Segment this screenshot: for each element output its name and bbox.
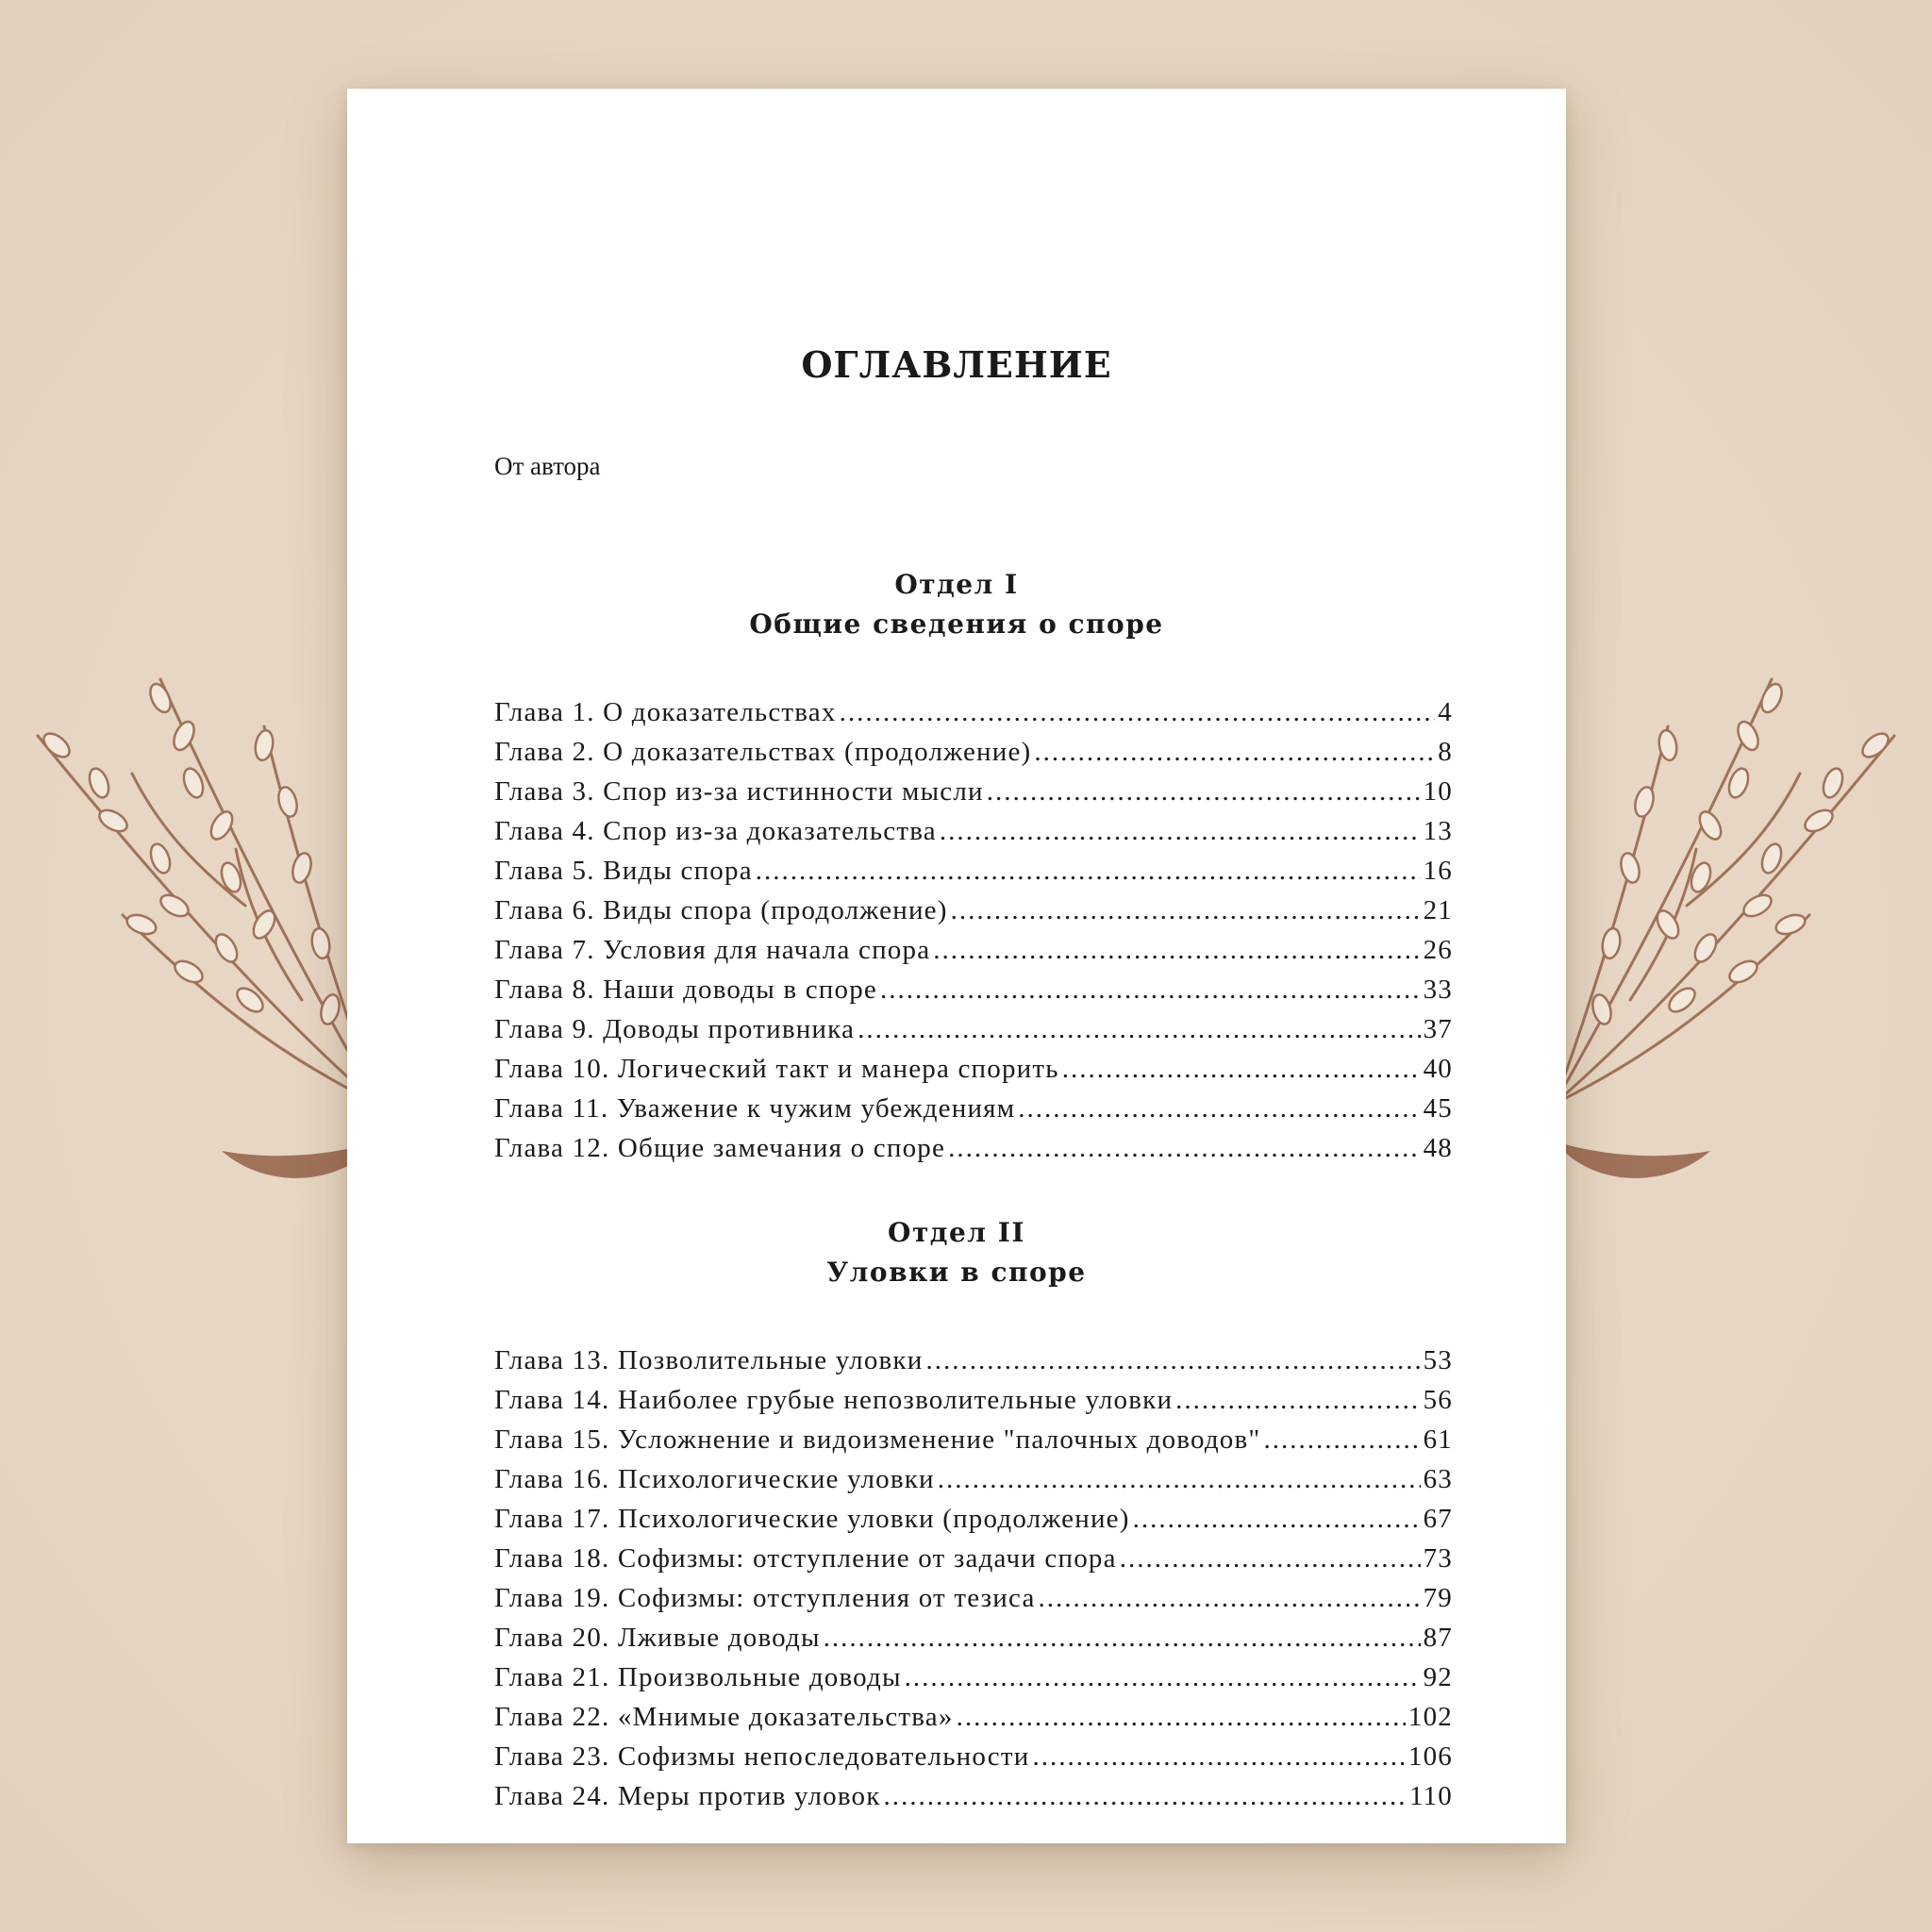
dot-leader <box>938 1459 1421 1499</box>
page-number: 63 <box>1423 1464 1453 1494</box>
dot-leader <box>905 1657 1421 1697</box>
dot-leader <box>925 1341 1420 1380</box>
chapter-title: Глава 7. Условия для начала спора <box>494 935 931 965</box>
dot-leader <box>933 930 1420 970</box>
dot-leader <box>957 1697 1406 1737</box>
page-number: 61 <box>1423 1424 1453 1455</box>
chapter-title: Глава 24. Меры против уловок <box>494 1781 881 1811</box>
page-title: ОГЛАВЛЕНИЕ <box>801 343 1112 386</box>
chapter-title: Глава 12. Общие замечания о споре <box>494 1133 946 1163</box>
page-number: 92 <box>1423 1662 1453 1692</box>
page-number: 37 <box>1423 1014 1453 1044</box>
dot-leader <box>1032 1737 1405 1776</box>
page-number: 56 <box>1423 1385 1453 1415</box>
chapter-title: Глава 10. Логический такт и манера спорить <box>494 1054 1059 1084</box>
chapter-title: Глава 16. Психологические уловки <box>494 1464 935 1494</box>
page-number: 106 <box>1407 1741 1453 1772</box>
chapter-title: Глава 4. Спор из-за доказательства <box>494 816 937 846</box>
dot-leader <box>1120 1539 1421 1578</box>
toc-entry <box>494 1049 1453 1089</box>
toc-list <box>494 692 1453 1168</box>
toc-entry <box>494 1737 1453 1776</box>
section-title: Уловки в споре <box>826 1257 1087 1288</box>
toc-entry <box>494 1657 1453 1697</box>
toc-entry <box>494 1539 1453 1578</box>
dot-leader <box>951 891 1421 930</box>
chapter-title: Глава 22. «Мнимые доказательства» <box>494 1702 954 1732</box>
section-number: Отдел I <box>894 569 1019 600</box>
dot-leader <box>824 1618 1421 1657</box>
section-number: Отдел II <box>888 1217 1025 1248</box>
toc-list <box>494 1341 1453 1816</box>
page-number: 53 <box>1423 1345 1453 1375</box>
toc-entry <box>494 1420 1453 1459</box>
toc-entry <box>494 851 1453 891</box>
toc-entry <box>494 891 1453 930</box>
dot-leader <box>884 1776 1407 1816</box>
intro-entry: От автора <box>494 452 601 480</box>
page-number: 87 <box>1423 1623 1453 1653</box>
chapter-title: Глава 6. Виды спора (продолжение) <box>494 895 948 925</box>
page-number: 45 <box>1423 1093 1453 1124</box>
toc-entry <box>494 1089 1453 1128</box>
page-number: 10 <box>1423 776 1453 807</box>
section-title: Общие сведения о споре <box>749 608 1164 640</box>
chapter-title: Глава 8. Наши доводы в споре <box>494 974 877 1005</box>
toc-entry <box>494 1128 1453 1168</box>
dot-leader <box>1175 1380 1420 1420</box>
section-heading <box>347 565 1566 644</box>
toc-entry <box>494 1776 1453 1816</box>
page-number: 16 <box>1423 856 1453 886</box>
dot-leader <box>987 772 1421 811</box>
dot-leader <box>1133 1499 1421 1539</box>
toc-entry <box>494 1341 1453 1380</box>
chapter-title: Глава 15. Усложнение и видоизменение "палочных доводов" <box>494 1424 1261 1455</box>
toc-entry <box>494 1499 1453 1539</box>
dot-leader <box>756 851 1421 891</box>
chapter-title: Глава 14. Наиболее грубые непозволительные уловки <box>494 1385 1174 1415</box>
toc-entry <box>494 1380 1453 1420</box>
toc-entry <box>494 1618 1453 1657</box>
page-number: 79 <box>1423 1583 1453 1613</box>
chapter-title: Глава 13. Позволительные уловки <box>494 1345 924 1375</box>
dot-leader <box>948 1128 1421 1168</box>
chapter-title: Глава 2. О доказательствах (продолжение) <box>494 737 1032 767</box>
dot-leader <box>1018 1089 1420 1128</box>
page-number: 13 <box>1423 816 1453 846</box>
toc-entry <box>494 1459 1453 1499</box>
page-number: 73 <box>1423 1543 1453 1574</box>
chapter-title: Глава 9. Доводы противника <box>494 1014 856 1044</box>
chapter-title: Глава 3. Спор из-за истинности мысли <box>494 776 984 807</box>
page-number: 26 <box>1423 935 1453 965</box>
dot-leader <box>940 811 1421 851</box>
dot-leader <box>880 970 1421 1009</box>
toc-entry <box>494 772 1453 811</box>
toc-entry <box>494 732 1453 772</box>
dot-leader <box>1062 1049 1421 1089</box>
page-number: 102 <box>1407 1702 1453 1732</box>
dot-leader <box>1034 732 1435 772</box>
dot-leader <box>1039 1578 1421 1618</box>
page-number: 4 <box>1438 697 1453 727</box>
chapter-title: Глава 17. Психологические уловки (продолжение) <box>494 1504 1130 1534</box>
chapter-title: Глава 21. Произвольные доводы <box>494 1662 902 1692</box>
chapter-title: Глава 19. Софизмы: отступления от тезиса <box>494 1583 1036 1613</box>
chapter-title: Глава 20. Лживые доводы <box>494 1623 821 1653</box>
toc-entry <box>494 1697 1453 1737</box>
chapter-title: Глава 1. О доказательствах <box>494 697 837 727</box>
chapter-title: Глава 5. Виды спора <box>494 856 753 886</box>
chapter-title: Глава 11. Уважение к чужим убеждениям <box>494 1093 1016 1124</box>
toc-entry <box>494 1009 1453 1049</box>
willow-branch-right-illustration <box>1517 660 1913 1189</box>
dot-leader <box>858 1009 1421 1049</box>
toc-entry <box>494 692 1453 732</box>
page-number: 40 <box>1423 1054 1453 1084</box>
page-number: 21 <box>1423 895 1453 925</box>
toc-entry <box>494 970 1453 1009</box>
page-number: 67 <box>1423 1504 1453 1534</box>
toc-entry <box>494 811 1453 851</box>
toc-entry <box>494 930 1453 970</box>
chapter-title: Глава 18. Софизмы: отступление от задачи спора <box>494 1543 1117 1574</box>
book-page <box>347 89 1566 1843</box>
page-number: 33 <box>1423 974 1453 1005</box>
page-number: 8 <box>1438 737 1453 767</box>
page-number: 48 <box>1423 1133 1453 1163</box>
page-number: 110 <box>1408 1781 1453 1811</box>
chapter-title: Глава 23. Софизмы непоследовательности <box>494 1741 1030 1772</box>
dot-leader <box>840 692 1436 732</box>
dot-leader <box>1263 1420 1420 1459</box>
section-heading <box>347 1213 1566 1292</box>
toc-entry <box>494 1578 1453 1618</box>
